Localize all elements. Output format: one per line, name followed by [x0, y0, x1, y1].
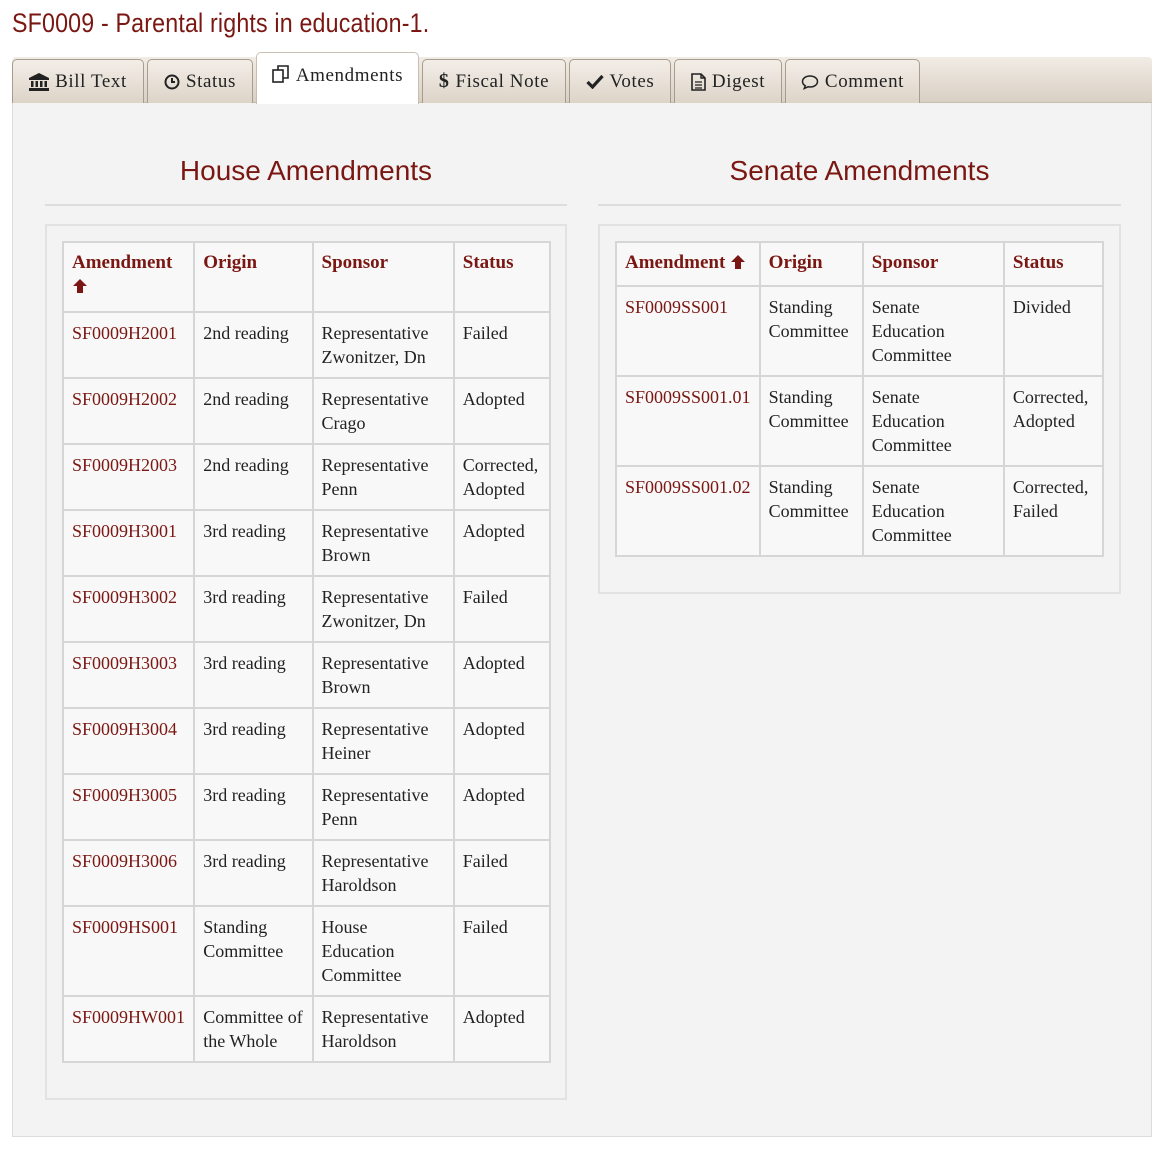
- status-cell: Failed: [454, 840, 550, 906]
- amendment-link[interactable]: SF0009H3006: [72, 851, 178, 871]
- sponsor-cell: Representative Crago: [313, 378, 454, 444]
- bank-icon: [29, 73, 49, 91]
- clock-icon: [164, 74, 180, 90]
- origin-cell: Standing Committee: [194, 906, 312, 996]
- status-cell: Failed: [454, 312, 550, 378]
- amendment-link[interactable]: SF0009H2001: [72, 323, 178, 343]
- comment-icon: [801, 74, 819, 90]
- origin-cell: Standing Committee: [760, 466, 863, 556]
- table-row: [63, 576, 550, 642]
- house-amendments-table: [62, 241, 551, 1063]
- amendment-link[interactable]: SF0009H3004: [72, 719, 178, 739]
- sponsor-cell: Representative Haroldson: [313, 996, 454, 1062]
- status-cell: Adopted: [454, 510, 550, 576]
- column-header-status[interactable]: Status: [454, 242, 550, 312]
- tab-comment[interactable]: [785, 59, 920, 103]
- tab-status[interactable]: [147, 59, 253, 103]
- status-cell: Failed: [454, 576, 550, 642]
- copy-icon: [272, 65, 290, 83]
- origin-cell: 3rd reading: [194, 708, 312, 774]
- column-header-amendment[interactable]: Amendment: [63, 242, 194, 312]
- column-header-amendment[interactable]: Amendment: [616, 242, 760, 286]
- status-cell: Corrected, Adopted: [454, 444, 550, 510]
- column-header-sponsor[interactable]: Sponsor: [313, 242, 454, 312]
- table-row: [616, 376, 1103, 466]
- origin-cell: Committee of the Whole: [194, 996, 312, 1062]
- tab-label: Bill Text: [55, 70, 127, 92]
- amendment-cell: [63, 840, 194, 906]
- status-cell: Adopted: [454, 378, 550, 444]
- divider: [45, 204, 567, 206]
- table-row: [63, 840, 550, 906]
- origin-cell: Standing Committee: [760, 286, 863, 376]
- status-cell: Adopted: [454, 996, 550, 1062]
- origin-cell: 2nd reading: [194, 444, 312, 510]
- sponsor-cell: Representative Brown: [313, 510, 454, 576]
- amendment-link[interactable]: SF0009H2002: [72, 389, 178, 409]
- sponsor-cell: Representative Penn: [313, 444, 454, 510]
- status-cell: Divided: [1004, 286, 1103, 376]
- tab-label: Amendments: [295, 65, 404, 86]
- tab-amendments[interactable]: [256, 52, 419, 104]
- amendment-cell: [63, 642, 194, 708]
- status-cell: Adopted: [454, 774, 550, 840]
- sponsor-cell: Senate Education Committee: [863, 286, 1004, 376]
- table-row: [63, 510, 550, 576]
- amendment-link[interactable]: SF0009H3003: [72, 653, 178, 673]
- sponsor-cell: Representative Zwonitzer, Dn: [313, 576, 454, 642]
- amendment-link[interactable]: SF0009SS001.01: [625, 387, 751, 407]
- origin-cell: 2nd reading: [194, 378, 312, 444]
- origin-cell: 3rd reading: [194, 642, 312, 708]
- origin-cell: 3rd reading: [194, 840, 312, 906]
- origin-cell: 3rd reading: [194, 774, 312, 840]
- page-title: SF0009 - Parental rights in education-1.: [12, 8, 430, 38]
- amendment-cell: [63, 906, 194, 996]
- amendment-link[interactable]: SF0009H2003: [72, 455, 178, 475]
- amendment-cell: [63, 708, 194, 774]
- tab-label: Digest: [711, 70, 766, 92]
- sponsor-cell: House Education Committee: [313, 906, 454, 996]
- house-amendments-box: [45, 224, 567, 1100]
- origin-cell: Standing Committee: [760, 376, 863, 466]
- status-cell: Corrected, Failed: [1004, 466, 1103, 556]
- tab-votes[interactable]: [569, 59, 671, 103]
- amendment-link[interactable]: SF0009HS001: [72, 917, 179, 937]
- senate-amendments-box: [598, 224, 1121, 594]
- amendment-cell: [616, 466, 760, 556]
- divider: [598, 204, 1121, 206]
- table-row: [616, 286, 1103, 376]
- amendment-cell: [616, 376, 760, 466]
- dollar-icon: $: [438, 70, 450, 92]
- origin-cell: 2nd reading: [194, 312, 312, 378]
- sponsor-cell: Representative Haroldson: [313, 840, 454, 906]
- amendment-cell: [63, 312, 194, 378]
- amendment-link[interactable]: SF0009SS001.02: [625, 477, 751, 497]
- column-header-status[interactable]: Status: [1004, 242, 1103, 286]
- tab-bill-text[interactable]: [12, 59, 144, 103]
- sponsor-cell: Representative Penn: [313, 774, 454, 840]
- table-row: [63, 708, 550, 774]
- tab-bar: [12, 57, 1152, 103]
- status-cell: Corrected, Adopted: [1004, 376, 1103, 466]
- tab-fiscal-note[interactable]: [422, 59, 566, 103]
- amendment-link[interactable]: SF0009HW001: [72, 1007, 186, 1027]
- amendment-cell: [63, 774, 194, 840]
- tab-label: Status: [185, 70, 237, 92]
- sponsor-cell: Representative Zwonitzer, Dn: [313, 312, 454, 378]
- amendment-cell: [616, 286, 760, 376]
- table-row: [63, 642, 550, 708]
- status-cell: Adopted: [454, 708, 550, 774]
- house-amendments-title: House Amendments: [179, 155, 433, 186]
- check-icon: [586, 74, 604, 89]
- amendment-cell: [63, 996, 194, 1062]
- sponsor-cell: Senate Education Committee: [863, 466, 1004, 556]
- table-row: [63, 378, 550, 444]
- origin-cell: 3rd reading: [194, 510, 312, 576]
- sponsor-cell: Representative Brown: [313, 642, 454, 708]
- table-row: [63, 996, 550, 1062]
- table-row: [63, 444, 550, 510]
- column-header-origin[interactable]: Origin: [760, 242, 863, 286]
- senate-amendments-table: [615, 241, 1104, 557]
- amendment-cell: [63, 576, 194, 642]
- column-header-origin[interactable]: Origin: [194, 242, 312, 312]
- tab-digest[interactable]: [674, 59, 782, 103]
- sort-up-arrow-icon: [72, 277, 88, 301]
- amendment-cell: [63, 444, 194, 510]
- amendment-cell: [63, 378, 194, 444]
- table-row: [63, 312, 550, 378]
- tab-label: Comment: [824, 70, 905, 92]
- document-icon: [691, 73, 706, 91]
- amendment-link[interactable]: SF0009H3005: [72, 785, 178, 805]
- amendment-cell: [63, 510, 194, 576]
- table-row: [63, 906, 550, 996]
- table-row: [616, 466, 1103, 556]
- tab-label: Votes: [609, 70, 655, 92]
- sponsor-cell: Senate Education Committee: [863, 376, 1004, 466]
- amendment-link[interactable]: SF0009SS001: [625, 297, 729, 317]
- senate-amendments-title: Senate Amendments: [729, 155, 990, 186]
- status-cell: Failed: [454, 906, 550, 996]
- amendments-panel: [12, 103, 1152, 1137]
- amendment-link[interactable]: SF0009H3001: [72, 521, 178, 541]
- table-row: [63, 774, 550, 840]
- sort-up-arrow-icon: [730, 253, 746, 277]
- status-cell: Adopted: [454, 642, 550, 708]
- amendment-link[interactable]: SF0009H3002: [72, 587, 178, 607]
- tab-label: Fiscal Note: [455, 70, 550, 92]
- sponsor-cell: Representative Heiner: [313, 708, 454, 774]
- column-header-sponsor[interactable]: Sponsor: [863, 242, 1004, 286]
- origin-cell: 3rd reading: [194, 576, 312, 642]
